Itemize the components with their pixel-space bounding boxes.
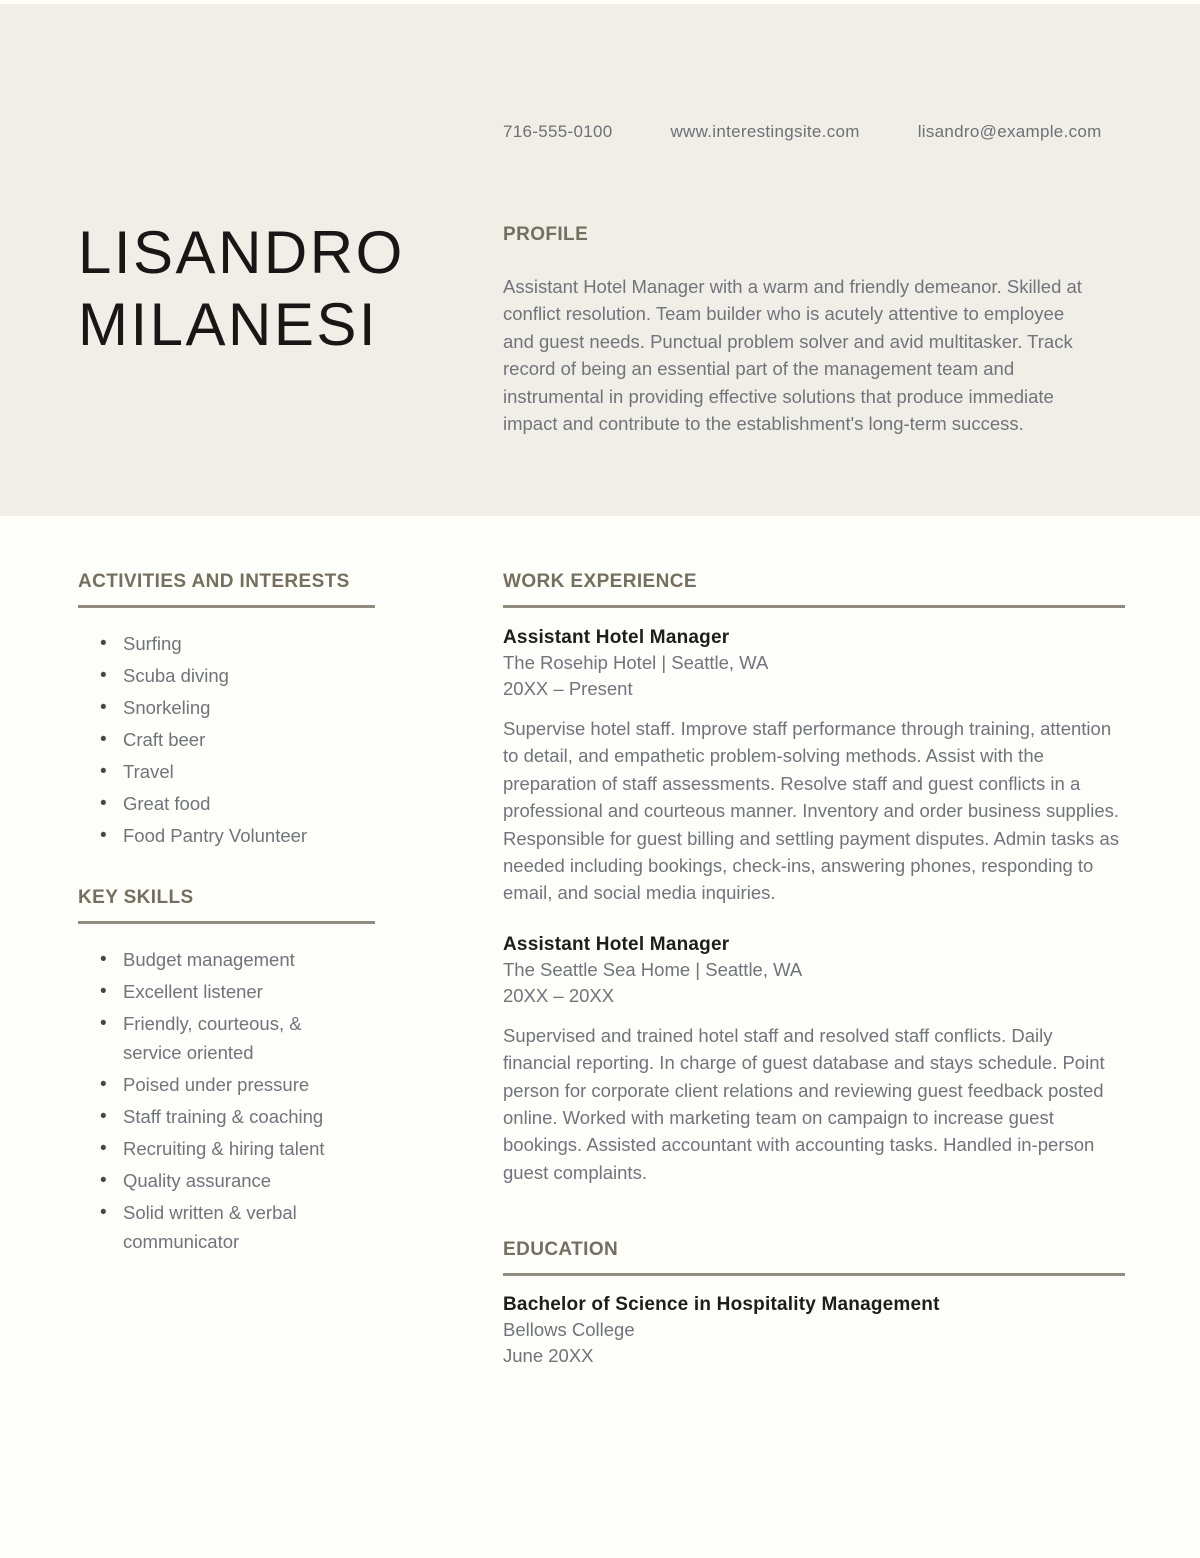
job-title: Assistant Hotel Manager bbox=[503, 933, 730, 955]
job-entry bbox=[503, 626, 1125, 907]
experience-heading: WORK EXPERIENCE bbox=[503, 571, 697, 592]
education-section bbox=[503, 1238, 1125, 1369]
resume-name bbox=[78, 217, 503, 437]
experience-section bbox=[503, 570, 1125, 1186]
skills-section bbox=[78, 886, 375, 1256]
list-item: • Budget management bbox=[78, 945, 340, 974]
list-item: • Friendly, courteous, & service oriented bbox=[78, 1009, 340, 1067]
list-item: • Quality assurance bbox=[78, 1166, 340, 1195]
job-organization: The Seattle Sea Home | Seattle, WA bbox=[503, 958, 803, 980]
list-item: • Food Pantry Volunteer bbox=[78, 821, 340, 850]
section-divider bbox=[503, 605, 1125, 608]
list-item: • Great food bbox=[78, 789, 340, 818]
main-columns bbox=[0, 570, 1200, 1369]
contact-email: lisandro@example.com bbox=[917, 122, 1102, 141]
header-band bbox=[0, 4, 1200, 516]
list-item: • Staff training & coaching bbox=[78, 1102, 340, 1131]
list-item: • Excellent listener bbox=[78, 977, 340, 1006]
job-entry bbox=[503, 933, 1125, 1186]
profile-text: Assistant Hotel Manager with a warm and friendly demeanor. Skilled at conflict resolution. Team builder who is acutely attentive to employee and guest needs. Punctual problem solver and avid multitasker. Track record of being an essential part of the management team and instrumental in providing effective solutions that produce immediate impact and contribute to the establishment's long-term success. bbox=[503, 276, 1082, 435]
name-first-line: LISANDRO bbox=[78, 219, 405, 286]
job-organization: The Rosehip Hotel | Seattle, WA bbox=[503, 652, 769, 673]
list-item: • Surfing bbox=[78, 629, 340, 658]
skills-list bbox=[78, 945, 375, 1256]
activities-heading: ACTIVITIES AND INTERESTS bbox=[78, 571, 350, 592]
section-divider bbox=[503, 1273, 1125, 1276]
job-description: Supervised and trained hotel staff and resolved staff conflicts. Daily financial reporting. In charge of guest database and stays schedule. Point person for corporate client relations and reviewing guest feedback posted online. Worked with marketing team on campaign to increase guest bookings. Assisted accountant with accounting tasks. Handled in-person guest complaints. bbox=[503, 1024, 1105, 1183]
list-item: • Recruiting & hiring talent bbox=[78, 1134, 340, 1163]
list-item: • Solid written & verbal communicator bbox=[78, 1198, 340, 1256]
name-last-line: MILANESI bbox=[78, 291, 379, 358]
job-dates: 20XX – 20XX bbox=[503, 984, 615, 1006]
education-heading: EDUCATION bbox=[503, 1239, 619, 1261]
graduation-date: June 20XX bbox=[503, 1345, 594, 1367]
education-entry bbox=[503, 1293, 1125, 1369]
contact-website: www.interestingsite.com bbox=[670, 122, 860, 141]
section-divider bbox=[78, 921, 375, 924]
contact-phone: 716-555-0100 bbox=[503, 122, 613, 141]
list-item: • Scuba diving bbox=[78, 661, 340, 690]
header-columns bbox=[0, 217, 1200, 437]
school-name: Bellows College bbox=[503, 1319, 635, 1341]
list-item: • Poised under pressure bbox=[78, 1070, 340, 1099]
list-item: • Travel bbox=[78, 757, 340, 786]
activities-list bbox=[78, 629, 375, 850]
activities-section bbox=[78, 570, 375, 850]
profile-heading: PROFILE bbox=[503, 224, 589, 245]
left-column bbox=[78, 570, 503, 1369]
degree-title: Bachelor of Science in Hospitality Management bbox=[503, 1294, 940, 1316]
job-title: Assistant Hotel Manager bbox=[503, 627, 730, 648]
job-dates: 20XX – Present bbox=[503, 678, 633, 699]
profile-section bbox=[503, 217, 1125, 437]
list-item: • Craft beer bbox=[78, 725, 340, 754]
right-column bbox=[503, 570, 1125, 1369]
list-item: • Snorkeling bbox=[78, 693, 340, 722]
contact-row bbox=[503, 4, 1200, 142]
job-description: Supervise hotel staff. Improve staff performance through training, attention to detail, and empathetic problem-solving methods. Assist with the preparation of staff assessments. Resolve staff and guest conflicts in a professional and courteous manner. Inventory and order business supplies. Responsible for guest billing and settling payment disputes. Admin tasks as needed including bookings, check-ins, answering phones, responding to email, and social media inquiries. bbox=[503, 718, 1120, 904]
section-divider bbox=[78, 605, 375, 608]
skills-heading: KEY SKILLS bbox=[78, 887, 194, 908]
